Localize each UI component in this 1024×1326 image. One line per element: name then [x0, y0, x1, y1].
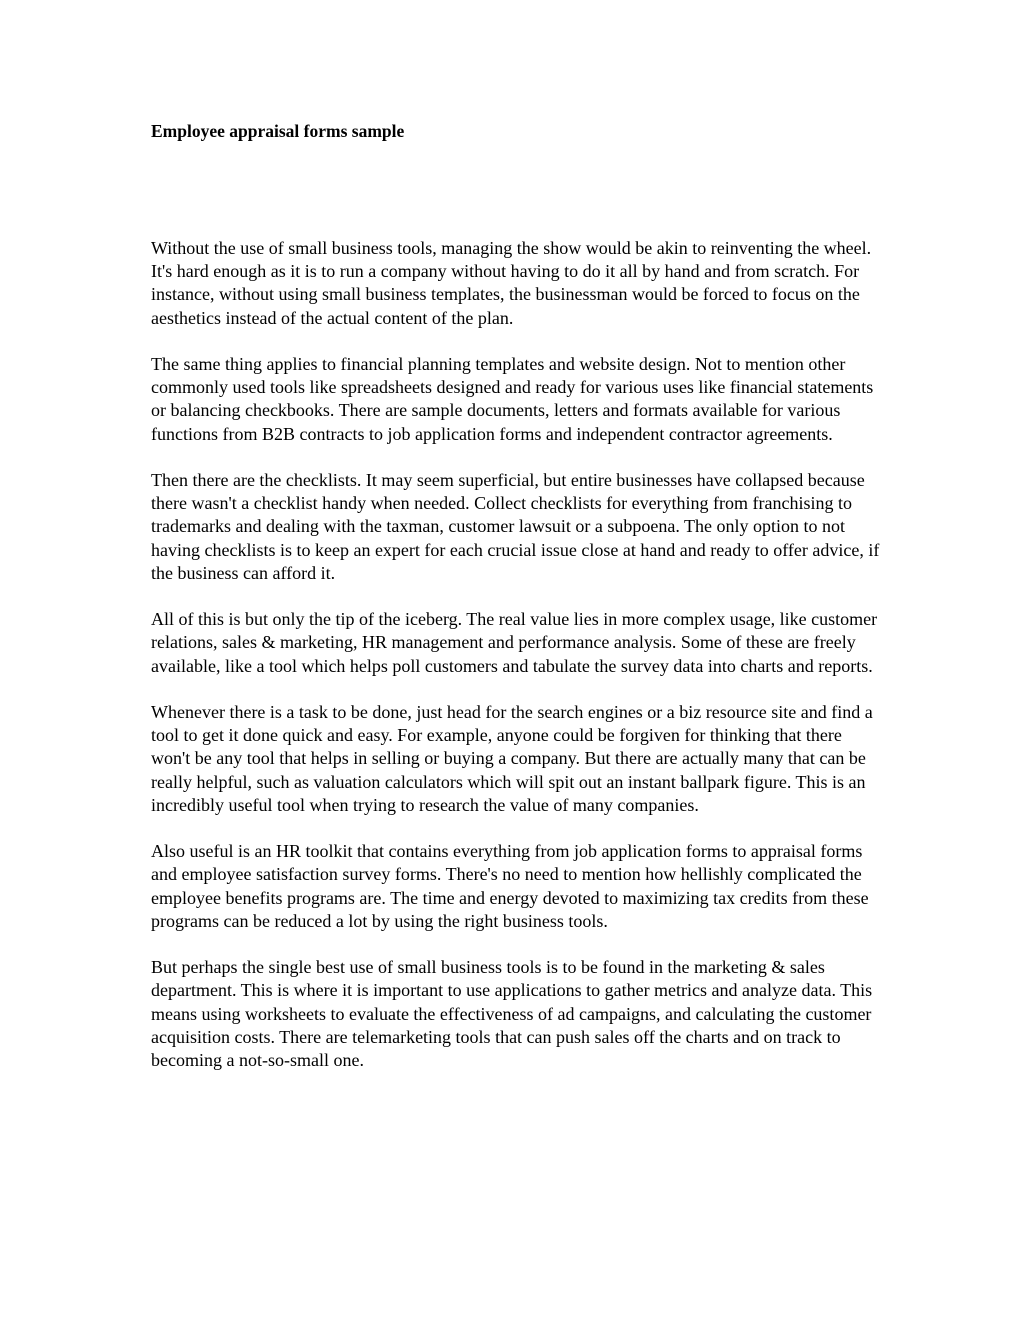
- paragraph-4: All of this is but only the tip of the iceberg. The real value lies in more complex usage, like customer relations, sales & marketing, HR management and performance analysis. Some of these are freely available, like a tool which helps poll customers and tabulate the survey data into charts and reports.: [151, 609, 878, 676]
- paragraph-7: But perhaps the single best use of small business tools is to be found in the marketing & sales department. This is where it is important to use applications to gather metrics and analyze data. This means using worksheets to evaluate the effectiveness of ad campaigns, and calculating the customer acquisition costs. There are telemarketing tools that can push sales off the charts and on track to becoming a not-so-small one.: [151, 957, 873, 1071]
- paragraph-2: The same thing applies to financial planning templates and website design. Not to mention other commonly used tools like spreadsheets designed and ready for various uses like financial statements or balancing checkbooks. There are sample documents, letters and formats available for various functions from B2B contracts to job application forms and independent contractor agreements.: [151, 354, 874, 444]
- paragraph-5: Whenever there is a task to be done, just head for the search engines or a biz resource site and find a tool to get it done quick and easy. For example, anyone could be forgiven for thinking that there won't be any tool that helps in selling or buying a company. But there are actually many that can be really helpful, such as valuation calculators which will spit out an instant ballpark figure. This is an incredibly useful tool when trying to research the value of many companies.: [151, 702, 873, 815]
- paragraph-1: Without the use of small business tools, managing the show would be akin to reinventing the wheel. It's hard enough as it is to run a company without having to do it all by hand and from scratch. For instance, without using small business templates, the businessman would be forced to focus on the aesthetics instead of the actual content of the plan.: [151, 238, 872, 328]
- paragraph-3: Then there are the checklists. It may seem superficial, but entire businesses have collapsed because there wasn't a checklist handy when needed. Collect checklists for everything from franchising to trademarks and dealing with the taxman, customer lawsuit or a subpoena. The only option to not having checklists is to keep an expert for each crucial issue close at hand and ready to offer advice, if the business can afford it.: [151, 470, 880, 583]
- document-body: [151, 237, 883, 1095]
- document-title: Employee appraisal forms sample: [151, 121, 405, 141]
- paragraph-6: Also useful is an HR toolkit that contains everything from job application forms to appraisal forms and employee satisfaction survey forms. There's no need to mention how hellishly complicated the employee benefits programs are. The time and energy devoted to maximizing tax credits from these programs can be reduced a lot by using the right business tools.: [151, 841, 869, 931]
